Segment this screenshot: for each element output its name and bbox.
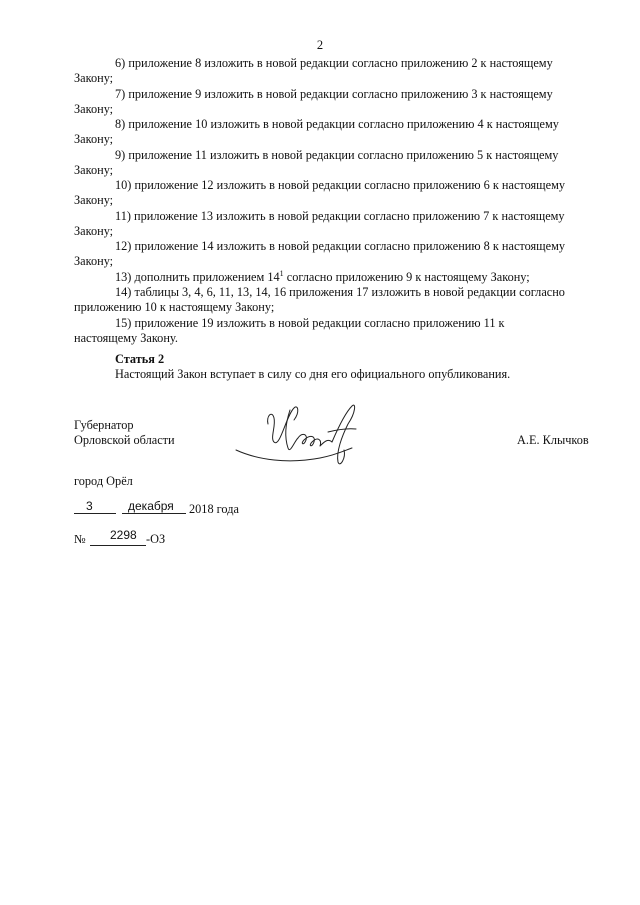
item-text-cont: Закону; xyxy=(74,71,114,85)
list-item xyxy=(74,87,592,117)
law-number-suffix: -ОЗ xyxy=(146,532,166,546)
list-item-14 xyxy=(74,285,592,315)
list-item xyxy=(74,148,592,178)
item-text-cont: Закону; xyxy=(74,132,114,146)
list-item-15 xyxy=(74,316,592,346)
list-item xyxy=(74,56,592,86)
item-text: 12) приложение 14 изложить в новой редакции согласно приложению 8 к настоящему xyxy=(115,239,566,253)
item-text-cont: Закону; xyxy=(74,223,114,238)
item-text-cont: Закону; xyxy=(74,101,114,116)
superscript: 1 xyxy=(279,268,284,278)
law-number: 2298 xyxy=(110,528,137,542)
item-text: 14) таблицы 3, 4, 6, 11, 13, 14, 16 приложения 17 изложить в новой редакции согласно xyxy=(115,285,565,299)
item-text: 7) приложение 9 изложить в новой редакции согласно приложению 3 к настоящему xyxy=(115,86,553,101)
amendments-list xyxy=(74,56,592,346)
item-text: 9) приложение 11 изложить в новой редакции согласно приложению 5 к настоящему xyxy=(115,147,559,162)
item-text: 15) приложение 19 изложить в новой редакции согласно приложению 11 к xyxy=(115,315,505,330)
item-text-cont: согласно приложению 9 к настоящему Закону; xyxy=(283,269,530,284)
item-text-cont: Закону; xyxy=(74,162,114,177)
item-text-cont: настоящему Закону. xyxy=(74,330,178,345)
article-text: Настоящий Закон вступает в силу со дня его официального опубликования. xyxy=(115,367,511,381)
city: город Орёл xyxy=(74,474,133,488)
item-text-cont: Закону; xyxy=(74,193,114,207)
list-item xyxy=(74,239,592,269)
item-text-cont: приложению 10 к настоящему Закону; xyxy=(74,300,275,314)
signature xyxy=(228,398,366,476)
item-text-cont: Закону; xyxy=(74,254,114,268)
governor-title-line1: Губернатор xyxy=(74,418,134,432)
date-month: декабря xyxy=(128,499,174,513)
item-text: 13) дополнить приложением 14 xyxy=(115,269,280,284)
item-text: 11) приложение 13 изложить в новой редакции согласно приложению 7 к настоящему xyxy=(115,208,565,223)
item-text: 10) приложение 12 изложить в новой редакции согласно приложению 6 к настоящему xyxy=(115,178,566,192)
date-year: 2018 года xyxy=(189,502,239,516)
item-text: 8) приложение 10 изложить в новой редакции согласно приложению 4 к настоящему xyxy=(115,117,559,131)
list-item-13 xyxy=(74,270,592,285)
governor-title-line2: Орловской области xyxy=(74,433,175,447)
governor-name: А.Е. Клычков xyxy=(517,433,589,447)
page-number: 2 xyxy=(316,38,324,52)
number-sign: № xyxy=(74,532,86,546)
article-title: Статья 2 xyxy=(115,352,165,366)
day-underline xyxy=(74,513,116,514)
list-item xyxy=(74,117,592,147)
list-item xyxy=(74,209,592,239)
item-text: 6) приложение 8 изложить в новой редакции согласно приложению 2 к настоящему xyxy=(115,56,553,70)
date-day: 3 xyxy=(86,499,93,513)
list-item xyxy=(74,178,592,208)
article-2 xyxy=(115,352,592,382)
number-underline xyxy=(90,545,146,546)
